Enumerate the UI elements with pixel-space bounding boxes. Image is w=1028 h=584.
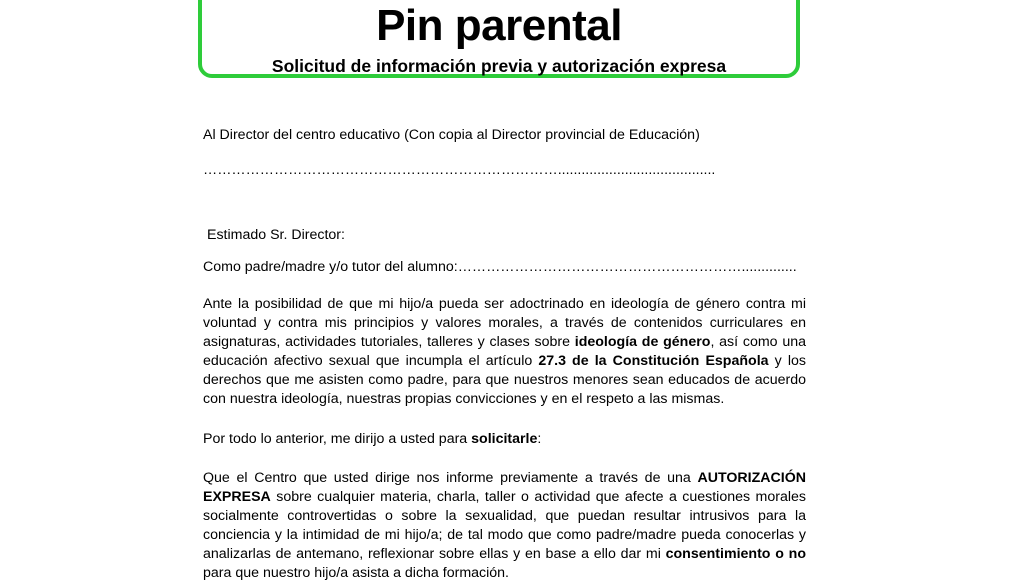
paragraph-1: Ante la posibilidad de que mi hijo/a pueda ser adoctrinado en ideología de género contra mi voluntad y contra mis principios y valores morales, a través de contenidos curriculares en asignaturas, actividades tutoriales, talleres y clases sobre ideología de género, así como una educación afectivo sexual que incumpla el artículo 27.3 de la Constitución Española y los derechos que me asisten como padre, para que nuestros menores sean educados de acuerdo con nuestra ideología, nuestras propias convicciones y en el respeto a las mismas. xyxy=(203,296,806,408)
bold-phrase: ideología de género xyxy=(574,334,711,351)
title-box xyxy=(198,0,800,78)
addressee-dots: …………………………………………………………………........................................ xyxy=(203,162,716,178)
greeting: Estimado Sr. Director: xyxy=(207,227,345,243)
paragraph-2: Por todo lo anterior, me dirijo a usted para solicitarle: xyxy=(203,431,542,447)
bold-phrase: solicitarle xyxy=(471,431,538,447)
document-title: Pin parental xyxy=(376,1,622,50)
parent-line: Como padre/madre y/o tutor del alumno:…………………………………………………….............. xyxy=(203,259,797,275)
bold-phrase: 27.3 de la Constitución Española xyxy=(538,353,769,370)
bold-phrase: AUTORIZACIÓN EXPRESA xyxy=(203,470,806,506)
paragraph-3: Que el Centro que usted dirige nos informe previamente a través de una AUTORIZACIÓN EXPRESA sobre cualquier materia, charla, taller o actividad que afecte a cuestiones morales socialmente controvertidas o sobre la sexualidad, que puedan resultar intrusivos para la conciencia y la intimidad de mi hijo/a; de tal modo que como padre/madre pueda conocerlas y analizarlas de antemano, reflexionar sobre ellas y en base a ello dar mi consentimiento o no para que nuestro hijo/a asista a dicha formación. xyxy=(203,470,806,582)
document-subtitle: Solicitud de información previa y autorización expresa xyxy=(271,56,727,76)
bold-phrase: consentimiento o no xyxy=(665,546,806,563)
addressee-line: Al Director del centro educativo (Con copia al Director provincial de Educación) xyxy=(203,127,700,143)
